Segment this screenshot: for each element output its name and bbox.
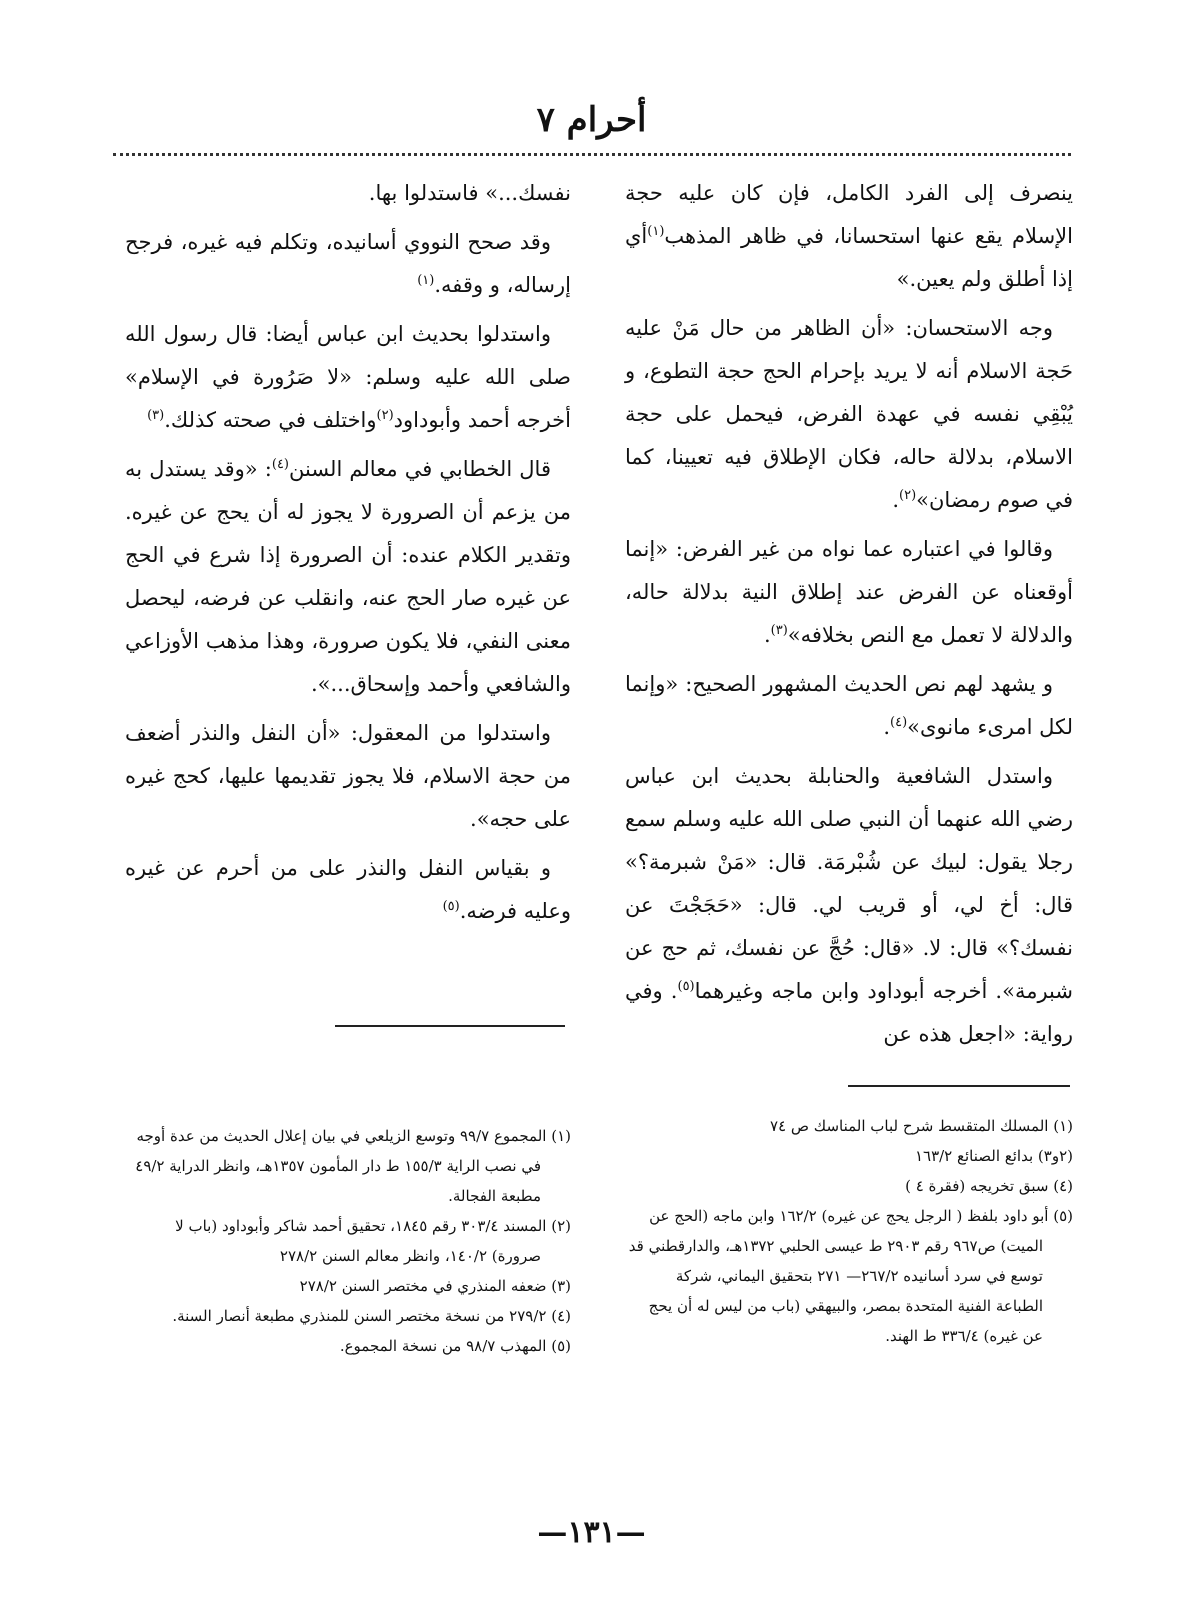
- page-title: أحرام ٧: [536, 100, 647, 140]
- footnote-ref[interactable]: (١): [647, 224, 665, 239]
- footnote-separator-left: [335, 1025, 565, 1027]
- paragraph: و بقياس النفل والنذر على من أحرم عن غيره وعليه فرضه.$^{(٥)}$: [125, 856, 571, 923]
- paragraph: وقالوا في اعتباره عما نواه من غير الفرض: «إنما أوقعناه عن الفرض عند إطلاق النية بدلالة حاله، والدلالة لا تعمل مع النص بخلافه»$^{(٣)}$.: [625, 537, 1073, 647]
- footnote-ref[interactable]: (٣): [147, 408, 165, 423]
- footnotes-right: [625, 1111, 1073, 1351]
- right-text-column: [625, 172, 1073, 1062]
- paragraph: و يشهد لهم نص الحديث المشهور الصحيح: «وإنما لكل امرىء مانوى»$^{(٤)}$.: [625, 672, 1073, 739]
- paragraph: وقد صحح النووي أسانيده، وتكلم فيه غيره، فرجح إرساله، و وقفه.$^{(١)}$: [125, 230, 571, 297]
- footnote: (١) المجموع ٩٩/٧ وتوسع الزيلعي في بيان إعلال الحديث من عدة أوجه في نصب الراية ١٥٥/٣ ط دار المأمون ١٣٥٧هـ، وانظر الدراية ٤٩/٢ مطبعة الفجالة.: [135, 1127, 571, 1205]
- paragraph: واستدلوا بحديث ابن عباس أيضا: قال رسول الله صلى الله عليه وسلم: «لا صَرُورة في الإسلام» أخرجه أحمد وأبوداود$^{(٢)}$واختلف في صحته كذلك.$^{(٣)}$: [125, 322, 571, 432]
- paragraph: قال الخطابي في معالم السنن$^{(٤)}$: «وقد يستدل به من يزعم أن الصرورة لا يجوز له أن يحج عن غيره. وتقدير الكلام عنده: أن الصرورة إذا شرع في الحج عن غيره صار الحج عنه، وانقلب عن فرضه، ليحصل معنى النفي، فلا يكون صرورة، وهذا مذهب الأوزاعي والشافعي وأحمد وإسحاق...».: [125, 457, 571, 696]
- footnote-ref[interactable]: (١): [417, 273, 435, 288]
- paragraph: واستدلوا من المعقول: «أن النفل والنذر أضعف من حجة الاسلام، فلا يجوز تقديمها عليها، كحج غيره على حجه».: [125, 721, 571, 831]
- paragraph: ينصرف إلى الفرد الكامل، فإن كان عليه حجة الإسلام يقع عنها استحسانا، في ظاهر المذهب$^{(١)}$أي إذا أطلق ولم يعين.»: [625, 181, 1073, 291]
- left-text-column: [125, 172, 571, 939]
- footnote: (٥) أبو داود بلفظ ( الرجل يحج عن غيره) ١٦٢/٢ وابن ماجه (الحج عن الميت) ص٩٦٧ رقم ٢٩٠٣ ط عيسى الحلبي ١٣٧٢هـ، والدارقطني قد توسع في سرد أسانيده ٢٦٧/٢— ٢٧١ بتحقيق اليماني، شركة الطباعة الفنية المتحدة بمصر، والبيهقي (باب من ليس له أن يحج عن غيره) ٣٣٦/٤ ط الهند.: [628, 1207, 1073, 1345]
- page-number: —١٣١—: [537, 1515, 646, 1550]
- footnote-separator-right: [848, 1085, 1070, 1087]
- paragraph: واستدل الشافعية والحنابلة بحديث ابن عباس رضي الله عنهما أن النبي صلى الله عليه وسلم سمع رجلا يقول: لبيك عن شُبْرمَة. قال: «مَنْ شبرمة؟» قال: أخ لي، أو قريب لي. قال: «حَجَجْتَ عن نفسك؟» قال: لا. «قال: حُجَّ عن نفسك، ثم حج عن شبرمة». أخرجه أبوداود وابن ماجه وغيرهما$^{(٥)}$. وفي رواية: «اجعل هذه عن: [625, 764, 1073, 1046]
- footnote-ref[interactable]: (٢): [376, 408, 394, 423]
- footnote: (١) المسلك المتقسط شرح لباب المناسك ص ٧٤: [770, 1117, 1073, 1135]
- footnote-ref[interactable]: (٣): [770, 623, 788, 638]
- paragraph: وجه الاستحسان: «أن الظاهر من حال مَنْ عليه حَجة الاسلام أنه لا يريد بإحرام الحج حجة التطوع، و يُبْقِي نفسه في عهدة الفرض، فيحمل على حجة الاسلام، بدلالة حاله، فكان الإطلاق فيه تعيينا، كما في صوم رمضان»$^{(٢)}$.: [625, 316, 1073, 512]
- footnote: (٣) ضعفه المنذري في مختصر السنن ٢٧٨/٢: [299, 1277, 571, 1295]
- footnotes-left: [125, 1121, 571, 1361]
- paragraph: نفسك...» فاستدلوا بها.: [368, 181, 571, 205]
- footnote-ref[interactable]: (٥): [677, 979, 695, 994]
- footnote-ref[interactable]: (٤): [890, 715, 908, 730]
- footnote-ref[interactable]: (٢): [899, 488, 917, 503]
- footnote: (٢و٣) بدائع الصنائع ١٦٣/٢: [914, 1147, 1073, 1165]
- footnote: (٤) ٢٧٩/٢ من نسخة مختصر السنن للمنذري مطبعة أنصار السنة.: [172, 1307, 571, 1325]
- header-divider: [113, 153, 1071, 156]
- footnote: (٢) المسند ٣٠٣/٤ رقم ١٨٤٥، تحقيق أحمد شاكر وأبوداود (باب لا صرورة) ١٤٠/٢، وانظر معالم السنن ٢٧٨/٢: [175, 1217, 571, 1265]
- footnote-ref[interactable]: (٤): [271, 457, 289, 472]
- footnote: (٤) سبق تخريجه (فقرة ٤ ): [905, 1177, 1073, 1195]
- footnote-ref[interactable]: (٥): [442, 899, 460, 914]
- footnote: (٥) المهذب ٩٨/٧ من نسخة المجموع.: [339, 1337, 571, 1355]
